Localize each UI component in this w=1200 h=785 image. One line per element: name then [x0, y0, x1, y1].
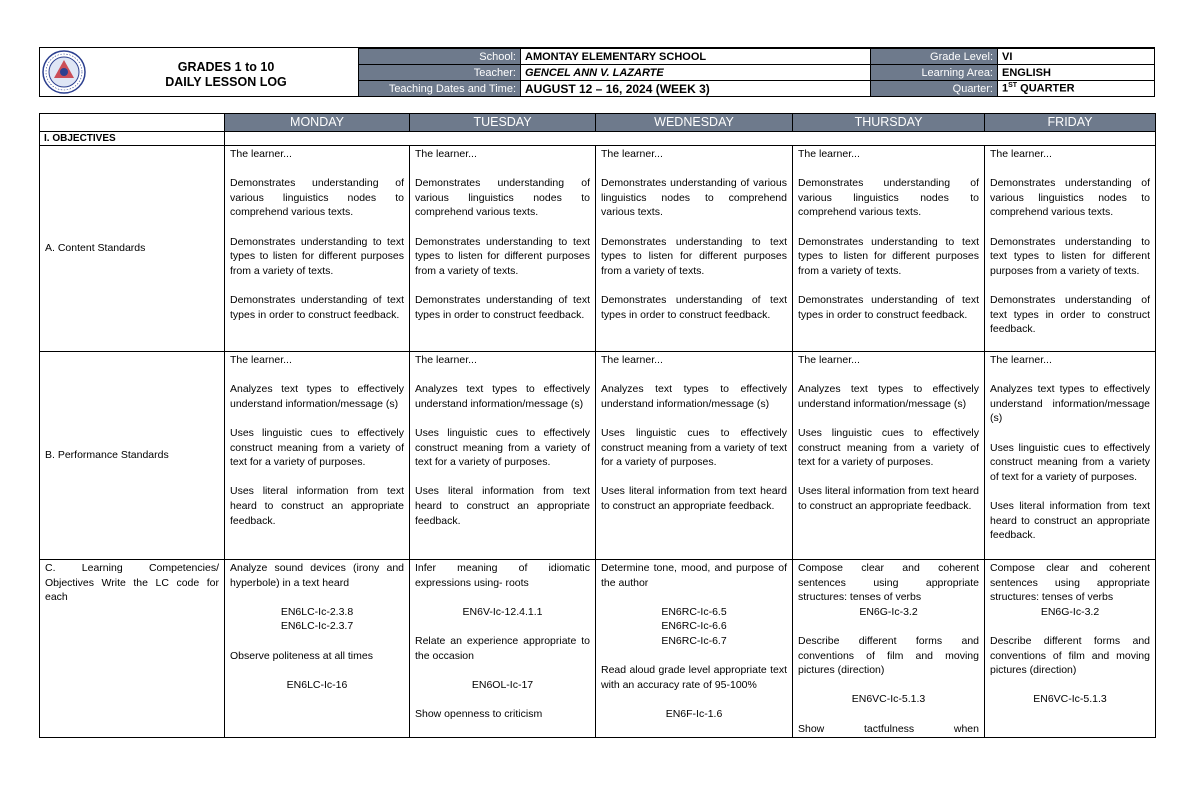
competencies-monday [225, 560, 410, 738]
performance-thursday-p1: The learner... [798, 354, 860, 366]
performance-thursday [793, 352, 985, 560]
performance-wednesday-p4: Uses literal information from text heard to construct an appropriate feedback. [601, 485, 787, 512]
comp-thursday-t2: Describe different forms and conventions of film and moving pictures (direction) [798, 634, 979, 677]
log-title-line1: GRADES 1 to 10 [177, 60, 275, 74]
corner-cell [40, 114, 225, 132]
performance-tuesday-p1: The learner... [415, 354, 477, 366]
teacher-value: GENCEL ANN V. LAZARTE [521, 65, 871, 81]
content-wednesday-p3: Demonstrates understanding to text types to listen for different purposes from a variety of texts. [601, 235, 787, 277]
comp-tuesday-t2: Relate an experience appropriate to the occasion [415, 634, 590, 662]
comp-thursday-t3: Show tactfulness when [798, 722, 979, 735]
quarter-value [998, 81, 1155, 97]
objectives-label: I. OBJECTIVES [40, 132, 225, 146]
learning-area-label: Learning Area: [871, 65, 998, 81]
content-standards-row [40, 146, 1156, 352]
content-monday-p4: Demonstrates understanding of text types in order to construct feedback. [230, 293, 404, 321]
content-wednesday-p4: Demonstrates understanding of text types in order to construct feedback. [601, 293, 787, 321]
performance-tuesday-p4: Uses literal information from text heard to construct an appropriate feedback. [415, 485, 590, 527]
content-thursday [793, 146, 985, 352]
content-friday [985, 146, 1156, 352]
comp-monday-code3: EN6LC-Ic-16 [286, 678, 348, 691]
comp-tuesday-t1: Infer meaning of idiomatic expressions using- roots [415, 562, 590, 589]
performance-tuesday-p3: Uses linguistic cues to effectively construct meaning from a variety of text for a variety of purposes. [415, 426, 590, 469]
content-thursday-p4: Demonstrates understanding of text types in order to construct feedback. [798, 293, 979, 321]
content-monday-p1: The learner... [230, 148, 292, 160]
content-monday [225, 146, 410, 352]
performance-thursday-p3: Uses linguistic cues to effectively construct meaning from a variety of text for a variety of purposes. [798, 426, 979, 469]
comp-wednesday-code1: EN6RC-Ic-6.5 [661, 605, 727, 618]
performance-thursday-p2: Analyzes text types to effectively understand information/message (s) [798, 383, 979, 410]
performance-friday-p1: The learner... [990, 354, 1052, 366]
content-tuesday-p4: Demonstrates understanding of text types in order to construct feedback. [415, 293, 590, 321]
comp-wednesday-code2: EN6RC-Ic-6.6 [661, 620, 727, 633]
performance-wednesday-p1: The learner... [601, 354, 663, 366]
content-thursday-p2: Demonstrates understanding of various linguistics nodes to comprehend various texts. [798, 177, 979, 219]
log-title-line2: DAILY LESSON LOG [165, 75, 287, 89]
info-table [358, 48, 1155, 97]
teaching-dates-label: Teaching Dates and Time: [359, 81, 521, 97]
comp-tuesday-t3: Show openness to criticism [415, 707, 543, 720]
quarter-number: 1 [1002, 82, 1009, 95]
content-friday-p1: The learner... [990, 148, 1052, 160]
performance-monday-p4: Uses literal information from text heard to construct an appropriate feedback. [230, 485, 404, 527]
grade-level-label: Grade Level: [871, 49, 998, 65]
content-monday-p2: Demonstrates understanding of various linguistics nodes to comprehend various texts. [230, 177, 404, 219]
day-monday: MONDAY [225, 114, 410, 132]
content-tuesday-p1: The learner... [415, 148, 477, 160]
performance-friday-p3: Uses linguistic cues to effectively construct meaning from a variety of text for a variety of purposes. [990, 441, 1150, 483]
day-wednesday: WEDNESDAY [596, 114, 793, 132]
performance-standards-label: B. Performance Standards [40, 352, 225, 560]
comp-thursday-code2: EN6VC-Ic-5.1.3 [851, 693, 926, 706]
performance-friday-p4: Uses literal information from text heard to construct an appropriate feedback. [990, 499, 1150, 542]
comp-monday-t2: Observe politeness at all times [230, 649, 373, 662]
content-wednesday [596, 146, 793, 352]
content-friday-p2: Demonstrates understanding of various linguistics nodes to comprehend various texts. [990, 177, 1150, 219]
content-tuesday-p2: Demonstrates understanding of various linguistics nodes to comprehend various texts. [415, 177, 590, 219]
comp-wednesday-t1: Determine tone, mood, and purpose of the author [601, 562, 787, 589]
competencies-friday [985, 560, 1156, 738]
day-header-row [40, 114, 1156, 132]
comp-wednesday-code3: EN6RC-Ic-6.7 [661, 634, 727, 647]
comp-monday-code2: EN6LC-Ic-2.3.7 [280, 620, 354, 633]
comp-friday-t2: Describe different forms and conventions of film and moving pictures (direction) [990, 634, 1150, 677]
content-standards-label: A. Content Standards [40, 146, 225, 352]
competencies-thursday [793, 560, 985, 738]
performance-friday [985, 352, 1156, 560]
log-title [136, 60, 316, 90]
comp-friday-t1: Compose clear and coherent sentences using appropriate structures: tenses of verbs [990, 562, 1150, 604]
objectives-row [40, 132, 1156, 146]
comp-friday-code1: EN6G-Ic-3.2 [1040, 605, 1100, 618]
performance-wednesday [596, 352, 793, 560]
performance-wednesday-p3: Uses linguistic cues to effectively construct meaning from a variety of text for a variety of purposes. [601, 426, 787, 469]
performance-friday-p2: Analyzes text types to effectively understand information/message (s) [990, 383, 1150, 425]
comp-tuesday-code2: EN6OL-Ic-17 [471, 678, 534, 691]
comp-monday-code1: EN6LC-Ic-2.3.8 [280, 605, 354, 618]
learning-area-value: ENGLISH [998, 65, 1155, 81]
performance-wednesday-p2: Analyzes text types to effectively understand information/message (s) [601, 383, 787, 410]
objectives-blank [225, 132, 1156, 146]
quarter-text: QUARTER [1017, 82, 1075, 95]
performance-monday-p1: The learner... [230, 354, 292, 366]
performance-monday-p3: Uses linguistic cues to effectively construct meaning from a variety of text for a variety of purposes. [230, 426, 404, 469]
lesson-log-header [39, 47, 1155, 97]
comp-monday-t1: Analyze sound devices (irony and hyperbole) in a text heard [230, 562, 404, 589]
content-tuesday-p3: Demonstrates understanding to text types to listen for different purposes from a variety of texts. [415, 235, 590, 277]
comp-friday-code2: EN6VC-Ic-5.1.3 [1033, 693, 1107, 706]
performance-monday-p2: Analyzes text types to effectively understand information/message (s) [230, 383, 404, 410]
school-value: AMONTAY ELEMENTARY SCHOOL [521, 49, 871, 65]
comp-thursday-t1: Compose clear and coherent sentences using appropriate structures: tenses of verbs [798, 562, 979, 604]
school-label: School: [359, 49, 521, 65]
lesson-table [39, 113, 1156, 738]
performance-monday [225, 352, 410, 560]
content-wednesday-p2: Demonstrates understanding of various linguistics nodes to comprehend various texts. [601, 177, 787, 219]
content-wednesday-p1: The learner... [601, 148, 663, 160]
teaching-dates-value: AUGUST 12 – 16, 2024 (WEEK 3) [521, 81, 871, 97]
comp-tuesday-code1: EN6V-Ic-12.4.1.1 [462, 605, 543, 618]
competencies-label: C. Learning Competencies/ Objectives Write the LC code for each [40, 560, 225, 738]
content-monday-p3: Demonstrates understanding to text types to listen for different purposes from a variety of texts. [230, 235, 404, 277]
deped-seal-icon [42, 50, 86, 94]
quarter-label: Quarter: [871, 81, 998, 97]
content-friday-p3: Demonstrates understanding to text types to listen for different purposes from a variety of texts. [990, 235, 1150, 277]
comp-wednesday-t2: Read aloud grade level appropriate text with an accuracy rate of 95-100% [601, 664, 787, 691]
day-tuesday: TUESDAY [410, 114, 596, 132]
performance-standards-row [40, 352, 1156, 560]
performance-tuesday [410, 352, 596, 560]
content-tuesday [410, 146, 596, 352]
day-friday: FRIDAY [985, 114, 1156, 132]
performance-tuesday-p2: Analyzes text types to effectively understand information/message (s) [415, 383, 590, 410]
grade-level-value: VI [998, 49, 1155, 65]
quarter-suffix: ST [1008, 82, 1018, 90]
comp-wednesday-code4: EN6F-Ic-1.6 [665, 707, 723, 720]
content-friday-p4: Demonstrates understanding of text types in order to construct feedback. [990, 293, 1150, 336]
content-thursday-p1: The learner... [798, 148, 860, 160]
performance-thursday-p4: Uses literal information from text heard to construct an appropriate feedback. [798, 485, 979, 512]
day-thursday: THURSDAY [793, 114, 985, 132]
content-thursday-p3: Demonstrates understanding to text types to listen for different purposes from a variety of texts. [798, 235, 979, 277]
teacher-label: Teacher: [359, 65, 521, 81]
competencies-tuesday [410, 560, 596, 738]
comp-thursday-code1: EN6G-Ic-3.2 [859, 605, 918, 618]
competencies-row [40, 560, 1156, 738]
competencies-wednesday [596, 560, 793, 738]
